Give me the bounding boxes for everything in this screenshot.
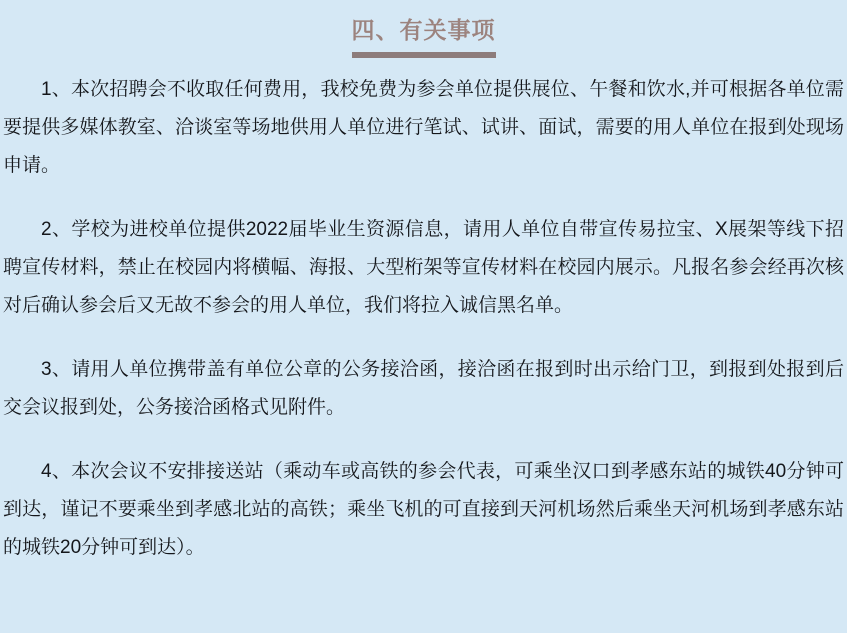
section-title: 四、有关事项 (352, 16, 496, 58)
notice-paragraph-2: 2、学校为进校单位提供2022届毕业生资源信息，请用人单位自带宣传易拉宝、X展架等线下招聘宣传材料，禁止在校园内将横幅、海报、大型桁架等宣传材料在校园内展示。凡报名参会经再次核对后确认参会后又无故不参会的用人单位，我们将拉入诚信黑名单。 (3, 219, 844, 316)
section-title-row (3, 16, 844, 58)
notice-paragraph-1: 1、本次招聘会不收取任何费用，我校免费为参会单位提供展位、午餐和饮水,并可根据各单位需要提供多媒体教室、洽谈室等场地供用人单位进行笔试、试讲、面试，需要的用人单位在报到处现场申请。 (3, 79, 844, 176)
notice-paragraph-3: 3、请用人单位携带盖有单位公章的公务接洽函，接洽函在报到时出示给门卫，到报到处报到后交会议报到处，公务接洽函格式见附件。 (3, 359, 844, 418)
notice-paragraph-4: 4、本次会议不安排接送站（乘动车或高铁的参会代表，可乘坐汉口到孝感东站的城铁40分钟可到达，谨记不要乘坐到孝感北站的高铁；乘坐飞机的可直接到天河机场然后乘坐天河机场到孝感东站的城铁20分钟可到达）。 (3, 461, 844, 558)
